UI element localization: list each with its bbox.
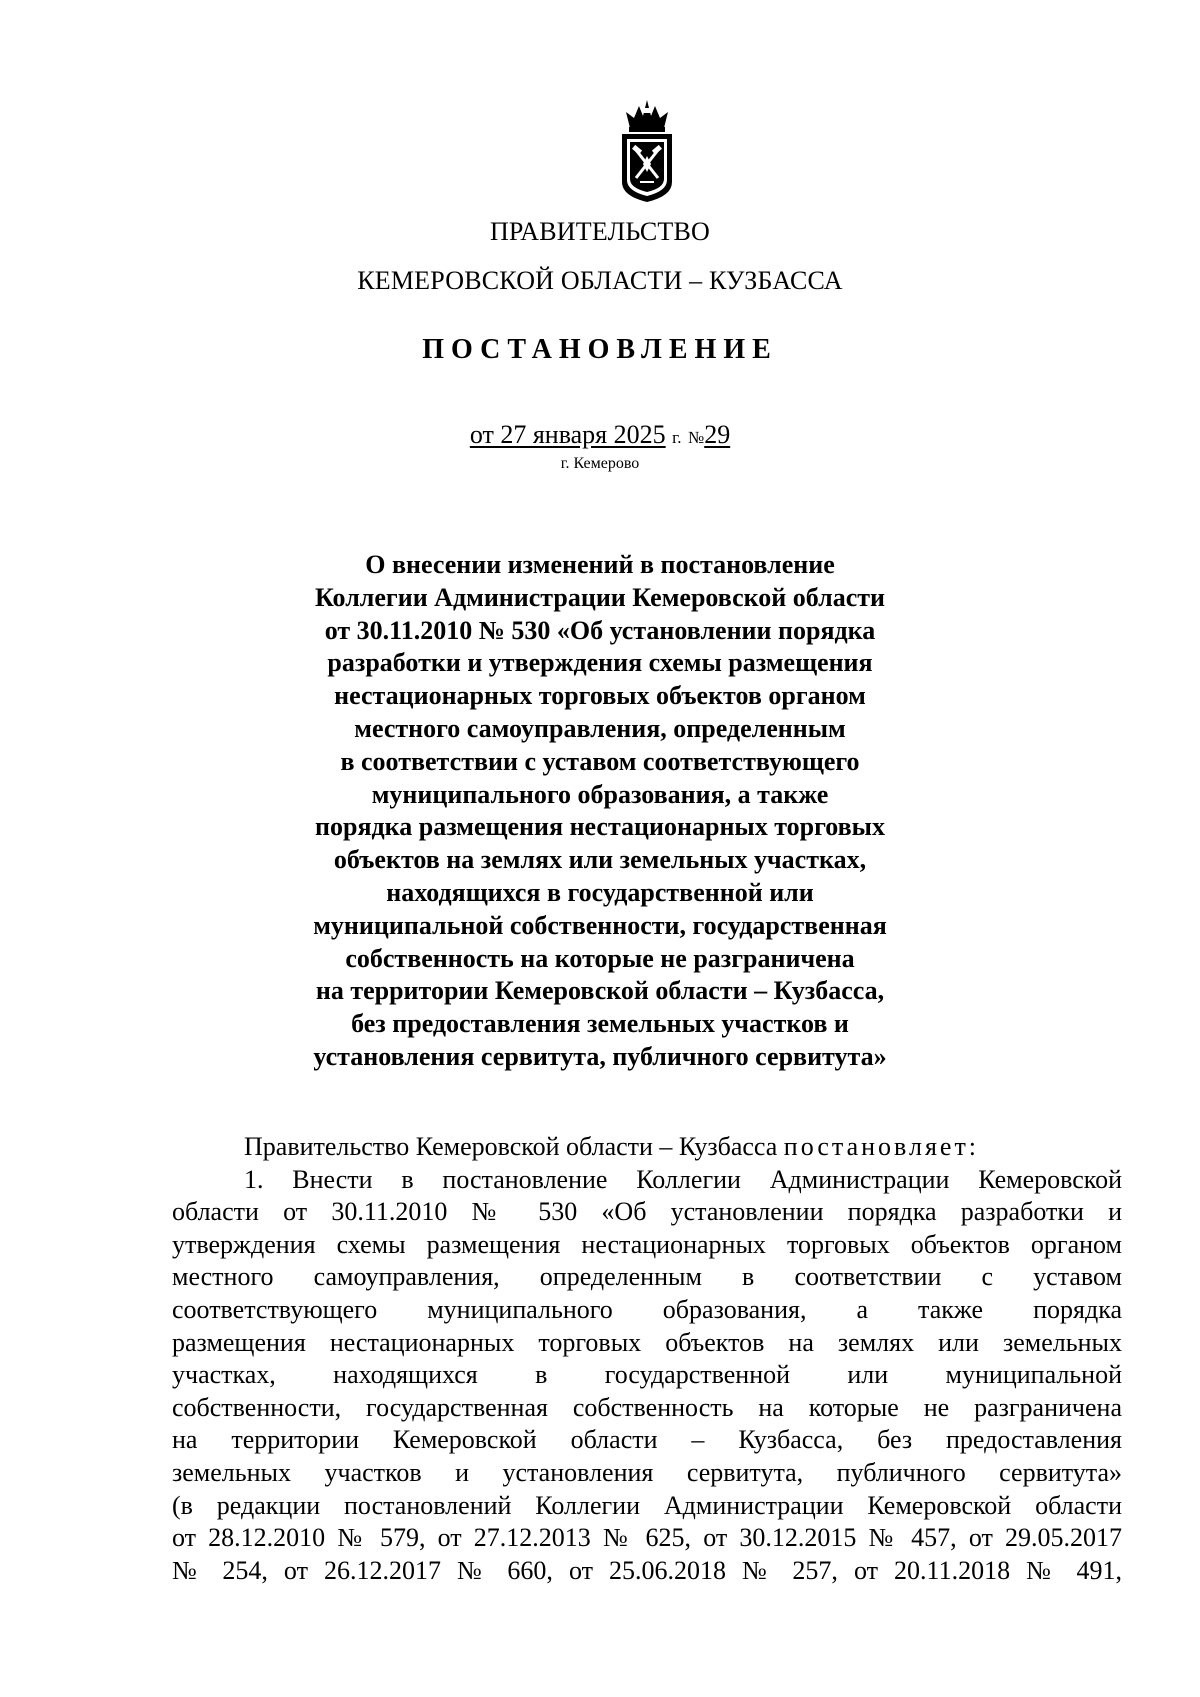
title-line: собственность на которые не разграничена: [345, 943, 855, 973]
title-line: на территории Кемеровской области – Кузбасса,: [315, 976, 885, 1006]
title-line: нестационарных торговых объектов органом: [334, 681, 866, 711]
title-line: Коллегии Администрации Кемеровской области: [314, 582, 886, 612]
document-subject-title: [300, 549, 900, 1074]
body-line: области от 30.11.2010 № 530 «Об установлении порядка разработки и: [172, 1197, 1122, 1227]
year-suffix: г.: [672, 428, 682, 447]
title-line: муниципальной собственности, государственная: [313, 910, 887, 940]
coat-of-arms-emblem: [612, 98, 682, 204]
body-line: утверждения схемы размещения нестационарных торговых объектов органом: [172, 1229, 1122, 1259]
body-line: на территории Кемеровской области – Кузбасса, без предоставления: [172, 1425, 1122, 1455]
document-city: г. Кемерово: [560, 455, 640, 472]
document-date-number: [0, 420, 1200, 450]
body-intro-line: [172, 1131, 1122, 1164]
body-line: от 28.12.2010 № 579, от 27.12.2013 № 625, от 30.12.2015 № 457, от 29.05.2017: [172, 1523, 1122, 1553]
body-intro-verb: постановляет:: [783, 1132, 980, 1161]
title-line: без предоставления земельных участков и: [351, 1009, 849, 1039]
document-number: 29: [704, 420, 731, 449]
body-line: размещения нестационарных торговых объектов на землях или земельных: [172, 1327, 1122, 1357]
body-line: собственности, государственная собственность на которые не разграничена: [172, 1392, 1122, 1422]
number-sign: №: [687, 428, 705, 447]
title-line: местного самоуправления, определенным: [354, 713, 846, 743]
document-date: от 27 января 2025: [469, 420, 666, 449]
body-intro: Правительство Кемеровской области – Кузбасса: [244, 1132, 778, 1161]
title-line: установления сервитута, публичного сервитута»: [313, 1041, 887, 1071]
body-line: земельных участков и установления сервитута, публичного сервитута»: [172, 1457, 1122, 1487]
title-line: от 30.11.2010 № 530 «Об установлении порядка: [324, 615, 876, 645]
body-line: (в редакции постановлений Коллегии Администрации Кемеровской области: [172, 1490, 1122, 1520]
document-body: [172, 1131, 1122, 1587]
body-line: участках, находящихся в государственной или муниципальной: [172, 1360, 1122, 1390]
title-line: объектов на землях или земельных участках,: [333, 845, 867, 875]
body-line: № 254, от 26.12.2017 № 660, от 25.06.2018 № 257, от 20.11.2018 № 491,: [172, 1555, 1122, 1585]
title-line: муниципального образования, а также: [371, 779, 829, 809]
organization-name-line2: КЕМЕРОВСКОЙ ОБЛАСТИ – КУЗБАССА: [357, 266, 843, 295]
title-line: порядка размещения нестационарных торговых: [315, 812, 885, 842]
title-line: О внесении изменений в постановление: [365, 550, 835, 579]
body-line: соответствующего муниципального образования, а также порядка: [172, 1294, 1122, 1324]
title-line: разработки и утверждения схемы размещения: [327, 648, 873, 678]
body-line: 1. Внести в постановление Коллегии Администрации Кемеровской: [244, 1164, 1122, 1194]
organization-name-line1: ПРАВИТЕЛЬСТВО: [489, 217, 711, 246]
title-line: находящихся в государственной или: [386, 877, 814, 907]
document-type-title: ПОСТАНОВЛЕНИЕ: [422, 334, 778, 365]
body-line: местного самоуправления, определенным в соответствии с уставом: [172, 1262, 1122, 1292]
title-line: в соответствии с уставом соответствующего: [340, 746, 860, 776]
